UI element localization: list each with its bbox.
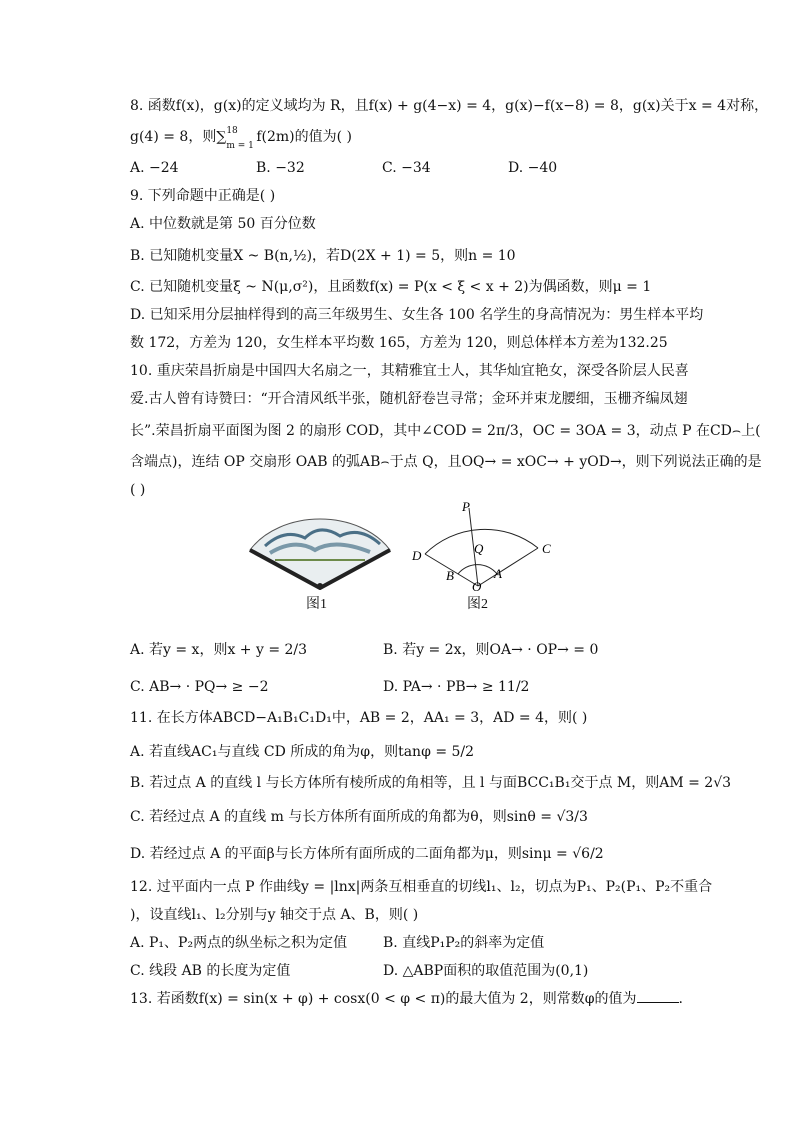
q8-option-b: B. −32 bbox=[256, 160, 305, 176]
q9-option-c: C. 已知随机变量ξ ~ N(μ,σ²)，且函数f(x) = P(x < ξ < x + 2)为偶函数，则μ = 1 bbox=[130, 279, 652, 295]
q10-option-d: D. PA→ · PB→ ≥ 11/2 bbox=[383, 679, 530, 695]
q8-sum-limits bbox=[226, 126, 256, 151]
q9-option-d-line2: 数 172，方差为 120，女生样本平均数 165，方差为 120，则总体样本方差为132.25 bbox=[130, 335, 668, 351]
q11-stem: 11. 在长方体ABCD−A₁B₁C₁D₁中，AB = 2，AA₁ = 3，AD = 4，则( ) bbox=[130, 710, 588, 726]
q10-line3: 长”.荣昌折扇平面图为图 2 的扇形 COD，其中∠COD = 2π/3，OC = 3OA = 3，动点 P 在CD⌢上( bbox=[130, 423, 761, 439]
q10-option-c: C. AB→ · PQ→ ≥ −2 bbox=[130, 679, 269, 695]
q10-option-a: A. 若y = x，则x + y = 2/3 bbox=[130, 642, 308, 658]
q12-option-b: B. 直线P₁P₂的斜率为定值 bbox=[383, 935, 545, 951]
q12-option-c: C. 线段 AB 的长度为定值 bbox=[130, 963, 291, 979]
q13-text: 13. 若函数f(x) = sin(x + φ) + cosx(0 < φ < π)的最大值为 2，则常数φ的值为 bbox=[130, 991, 637, 1007]
q10-line4: 含端点)，连结 OP 交扇形 OAB 的弧AB⌢于点 Q，且OQ→ = xOC→ + yOD→，则下列说法正确的是 bbox=[130, 454, 762, 470]
q11-option-b: B. 若过点 A 的直线 l 与长方体所有棱所成的角相等，且 l 与面BCC₁B₁交于点 M，则AM = 2√3 bbox=[130, 775, 732, 791]
label-p: P bbox=[462, 499, 470, 514]
q8-sum-sub: m = 1 bbox=[226, 141, 254, 151]
q12-line2: )，设直线l₁、l₂分别与y 轴交于点 A、B，则( ) bbox=[130, 907, 419, 923]
q8-line1: 8. 函数f(x)，g(x)的定义域均为 R，且f(x) + g(4−x) = 4，g(x)−f(x−8) = 8，g(x)关于x = 4对称， bbox=[130, 98, 769, 114]
q10-option-b: B. 若y = 2x，则OA→ · OP→ = 0 bbox=[383, 642, 599, 658]
fig2-caption: 图2 bbox=[467, 597, 488, 612]
q8-line2-start: g(4) = 8，则∑ bbox=[130, 129, 227, 145]
label-a: A bbox=[494, 566, 502, 581]
sector-diagram bbox=[408, 498, 558, 593]
q11-option-c: C. 若经过点 A 的直线 m 与长方体所有面所成的角都为θ，则sinθ = √3/3 bbox=[130, 809, 588, 825]
q10-line2: 爱.古人曾有诗赞曰：“开合清风纸半张，随机舒卷岂寻常；金环并束龙腰细，玉栅齐编凤翅 bbox=[130, 391, 688, 407]
arc-ab bbox=[458, 565, 497, 574]
q8-option-d: D. −40 bbox=[508, 160, 558, 176]
q8-line2 bbox=[130, 126, 352, 151]
q11-option-a: A. 若直线AC₁与直线 CD 所成的角为φ，则tanφ = 5/2 bbox=[130, 744, 475, 760]
q12-option-a: A. P₁、P₂两点的纵坐标之积为定值 bbox=[130, 935, 348, 951]
q8-option-c: C. −34 bbox=[382, 160, 431, 176]
q13-end: . bbox=[678, 991, 683, 1007]
q12-option-d: D. △ABP面积的取值范围为(0,1) bbox=[383, 963, 589, 979]
q8-sum-sup: 18 bbox=[226, 126, 238, 136]
q9-option-d-line1: D. 已知采用分层抽样得到的高三年级男生、女生各 100 名学生的身高情况为：男生样本平均 bbox=[130, 307, 704, 323]
q10-line5: ( ) bbox=[130, 482, 146, 498]
segment-oc bbox=[478, 548, 538, 586]
q8-line2-end: f(2m)的值为( ) bbox=[256, 129, 352, 145]
fig1-caption: 图1 bbox=[306, 597, 327, 612]
q11-option-d: D. 若经过点 A 的平面β与长方体所有面所成的二面角都为μ，则sinμ = √6/2 bbox=[130, 846, 604, 862]
label-c: C bbox=[542, 541, 551, 556]
label-q: Q bbox=[474, 541, 484, 556]
label-d: D bbox=[412, 548, 422, 563]
q9-stem: 9. 下列命题中正确是( ) bbox=[130, 188, 276, 204]
label-b: B bbox=[446, 568, 454, 583]
q13-line bbox=[130, 990, 683, 1008]
q13-answer-blank[interactable] bbox=[637, 990, 679, 1003]
q9-option-a: A. 中位数就是第 50 百分位数 bbox=[130, 216, 316, 232]
q9-option-b: B. 已知随机变量X ~ B(n,½)，若D(2X + 1) = 5，则n = 10 bbox=[130, 248, 516, 264]
label-o: O bbox=[472, 579, 482, 593]
q12-line1: 12. 过平面内一点 P 作曲线y = |lnx|两条互相垂直的切线l₁、l₂，切点为P₁、P₂(P₁、P₂不重合 bbox=[130, 879, 713, 895]
fan-illustration bbox=[245, 508, 395, 590]
fan-rivet bbox=[317, 583, 323, 589]
q8-option-a: A. −24 bbox=[130, 160, 179, 176]
q10-line1: 10. 重庆荣昌折扇是中国四大名扇之一，其精雅宜士人，其华灿宜艳女，深受各阶层人民喜 bbox=[130, 363, 689, 379]
